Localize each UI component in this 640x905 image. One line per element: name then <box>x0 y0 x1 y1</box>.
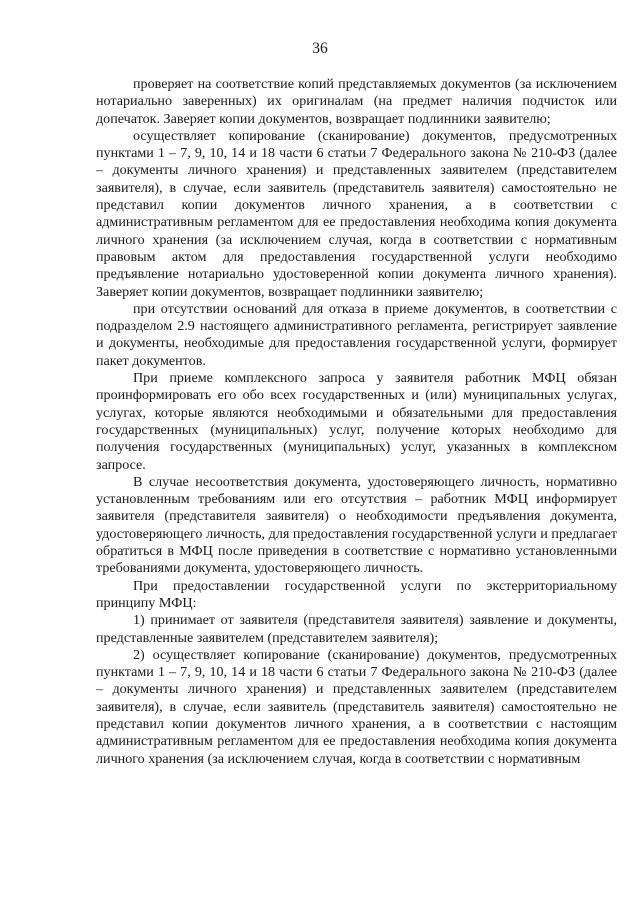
document-body <box>96 76 617 768</box>
paragraph-scan-documents: осуществляет копирование (сканирование) документов, предусмотренных пунктами 1 – 7, 9, 10, 14 и 18 части 6 статьи 7 Федерального закона № 210-ФЗ (далее – документы личного хранения) и представленных заявителем (представителем заявителя), в случае, если заявитель (представитель заявителя) самостоятельно не представил копии документов личного хранения, а в соответствии с административным регламентом для ее предоставления необходима копия документа личного хранения (за исключением случая, когда в соответствии с нормативным правовым актом для предоставления государственной услуги необходимо предъявление нотариально удостоверенной копии документа личного хранения). Заверяет копии документов, возвращает подлинники заявителю; <box>96 127 617 300</box>
paragraph-register-application: при отсутствии оснований для отказа в приеме документов, в соответствии с подразделом 2.9 настоящего административного регламента, регистрирует заявление и документы, необходимые для предоставления государственной услуги, формирует пакет документов. <box>96 300 617 369</box>
paragraph-identity-mismatch: В случае несоответствия документа, удостоверяющего личность, нормативно установленным требованиям или его отсутствия – работник МФЦ информирует заявителя (представителя заявителя) о необходимости предъявления документа, удостоверяющего личность, для предоставления государственной услуги и предлагает обратиться в МФЦ после приведения в соответствие с нормативно установленными требованиями документа, удостоверяющего личность. <box>96 473 617 577</box>
paragraph-extraterritorial-intro: При предоставлении государственной услуги по экстерриториальному принципу МФЦ: <box>96 577 617 611</box>
paragraph-complex-request: При приеме комплексного запроса у заявителя работник МФЦ обязан проинформировать его обо всех государственных и (или) муниципальных услугах, услугах, которые являются необходимыми и обязательными для предоставления государственных (муниципальных) услуг, получение которых необходимо для получения государственных (муниципальных) услуг, указанных в комплексном запросе. <box>96 370 617 473</box>
paragraph-item-1: 1) принимает от заявителя (представителя заявителя) заявление и документы, представленные заявителем (представителем заявителя); <box>96 612 617 646</box>
paragraph-item-2: 2) осуществляет копирование (сканирование) документов, предусмотренных пунктами 1 – 7, 9, 10, 14 и 18 части 6 статьи 7 Федерального закона № 210-ФЗ (далее – документы личного хранения) и представленных заявителем (представителем заявителя), в случае, если заявитель (представитель заявителя) самостоятельно не представил копии документов личного хранения, а в соответствии с настоящим административным регламентом для ее предоставления необходима копия документа личного хранения (за исключением случая, когда в соответствии с нормативным <box>96 646 617 767</box>
page-number: 36 <box>312 40 328 57</box>
paragraph-check-copies: проверяет на соответствие копий представляемых документов (за исключением нотариально заверенных) их оригиналам (на предмет наличия подчисток или допечаток. Заверяет копии документов, возвращает подлинники заявителю; <box>96 76 617 127</box>
